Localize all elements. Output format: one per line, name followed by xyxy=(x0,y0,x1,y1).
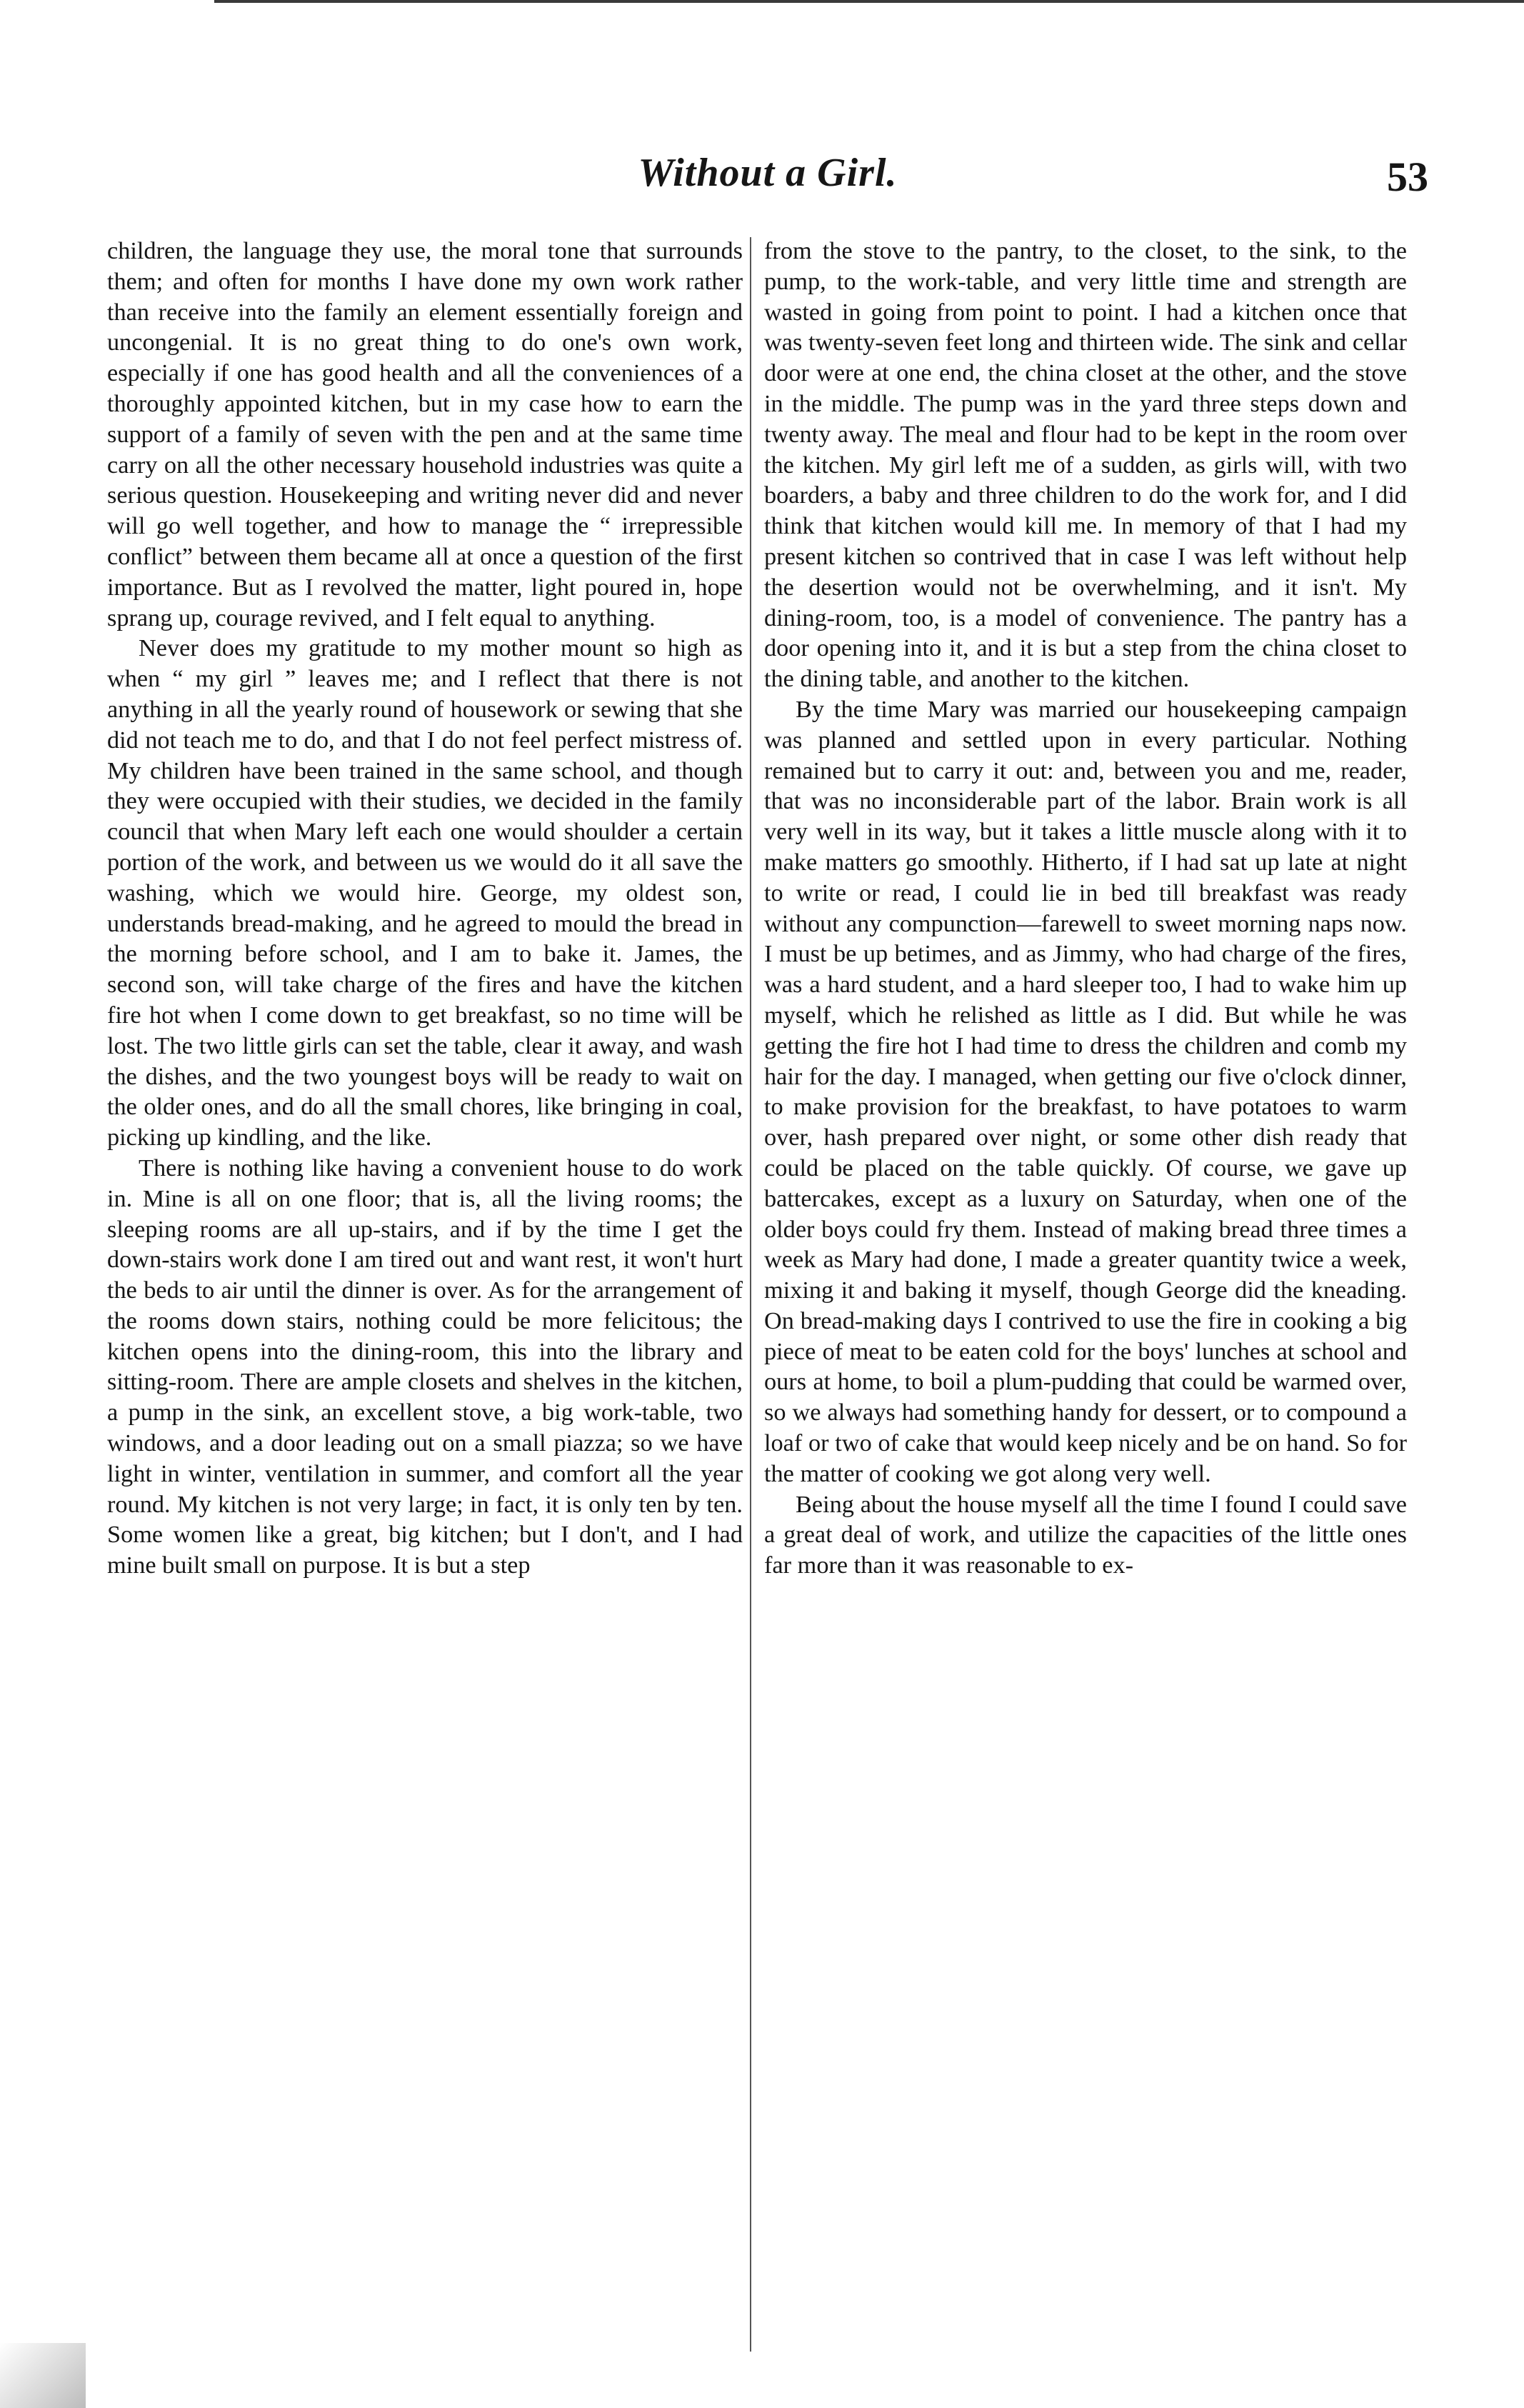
left-paragraph-1: children, the language they use, the moral tone that surrounds them; and often for months I have done my own work rather than receive into the family an element essentially foreign and uncongenial. It is no great thing to do one's own work, especially if one has good health and all the conveniences of a thoroughly appointed kitchen, but in my case how to earn the support of a family of seven with the pen and at the same time carry on all the other necessary household industries was quite a serious question. Housekeeping and writing never did and never will go well together, and how to manage the “ irrepressible conflict” between them became all at once a question of the first importance. But as I revolved the matter, light poured in, hope sprang up, courage revived, and I felt equal to anything. xyxy=(107,237,743,631)
left-paragraph-2: Never does my gratitude to my mother mount so high as when “ my girl ” leaves me; and I reflect that there is not anything in all the yearly round of housework or sewing that she did not teach me to do, and that I do not feel perfect mistress of. My children have been trained in the same school, and though they were occupied with their studies, we decided in the family council that when Mary left each one would shoulder a certain portion of the work, and between us we would do it all save the washing, which we would hire. George, my oldest son, understands bread-making, and he agreed to mould the bread in the morning before school, and I am to bake it. James, the second son, will take charge of the fires and have the kitchen fire hot when I come down to get breakfast, so no time will be lost. The two little girls can set the table, clear it away, and wash the dishes, and the two youngest boys will be ready to wait on the older ones, and do all the small chores, like bringing in coal, picking up kindling, and the like. xyxy=(107,634,743,1151)
left-paragraph-3: There is nothing like having a convenient house to do work in. Mine is all on one floor; that is, all the living rooms; the sleeping rooms are all up-stairs, and if by the time I get the down-stairs work done I am tired out and want rest, it won't hurt the beds to air until the dinner is over. As for the arrangement of the rooms down stairs, nothing could be more felicitous; the kitchen opens into the dining-room, this into the library and sitting-room. There are ample closets and shelves in the kitchen, a pump in the sink, an excellent stove, a big work-table, two windows, and a door leading out on a small piazza; so we have light in winter, ventilation in summer, and comfort all the year round. My kitchen is not very large; in fact, it is only ten by ten. Some women like a great, big kitchen; but I don't, and I had mine built small on purpose. It is but a step xyxy=(107,1154,743,1579)
page-edge-shadow xyxy=(0,2343,86,2408)
page-header xyxy=(107,150,1428,214)
top-edge-rule xyxy=(214,0,1524,3)
column-divider xyxy=(750,237,751,2352)
right-paragraph-3: Being about the house myself all the time I found I could save a great deal of work, and utilize the capacities of the little ones far more than it was reasonable to ex- xyxy=(764,1490,1407,1579)
running-title: Without a Girl. xyxy=(638,151,898,195)
page-number: 53 xyxy=(1387,154,1428,200)
right-paragraph-2: By the time Mary was married our housekeeping campaign was planned and settled upon in every particular. Nothing remained but to carry it out: and, between you and me, reader, that was no inconsiderable part of the labor. Brain work is all very well in its way, but it takes a little muscle along with it to make matters go smoothly. Hitherto, if I had sat up late at night to write or read, I could lie in bed till breakfast was ready without any compunction—farewell to sweet morning naps now. I must be up betimes, and as Jimmy, who had charge of the fires, was a hard student, and a hard sleeper too, I had to wake him up myself, which he relished as little as I did. But while he was getting the fire hot I had time to dress the children and comb my hair for the day. I managed, when getting our five o'clock dinner, to make provision for the breakfast, to have potatoes to warm over, hash prepared over night, or some other dish ready that could be placed on the table quickly. Of course, we gave up battercakes, except as a luxury on Saturday, when one of the older boys could fry them. Instead of making bread three times a week as Mary had done, I made a greater quantity twice a week, mixing it and baking it myself, though George did the kneading. On bread-making days I contrived to use the fire in cooking a big piece of meat to be eaten cold for the boys' lunches at school and ours at home, to boil a plum-pudding that could be warmed over, so we always had something handy for dessert, or to compound a loaf or two of cake that would keep nicely and be on hand. So for the matter of cooking we got along very well. xyxy=(764,695,1407,1487)
right-paragraph-1: from the stove to the pantry, to the closet, to the sink, to the pump, to the work-table, and very little time and strength are wasted in going from point to point. I had a kitchen once that was twenty-seven feet long and thirteen wide. The sink and cellar door were at one end, the china closet at the other, and the stove in the middle. The pump was in the yard three steps down and twenty away. The meal and flour had to be kept in the room over the kitchen. My girl left me of a sudden, as girls will, with two boarders, a baby and three children to do the work for, and I did think that kitchen would kill me. In memory of that I had my present kitchen so contrived that in case I was left without help the desertion would not be overwhelming, and it isn't. My dining-room, too, is a model of convenience. The pantry has a door opening into it, and it is but a step from the china closet to the dining table, and another to the kitchen. xyxy=(764,237,1407,693)
left-column xyxy=(107,236,743,2357)
right-column xyxy=(764,236,1407,2357)
